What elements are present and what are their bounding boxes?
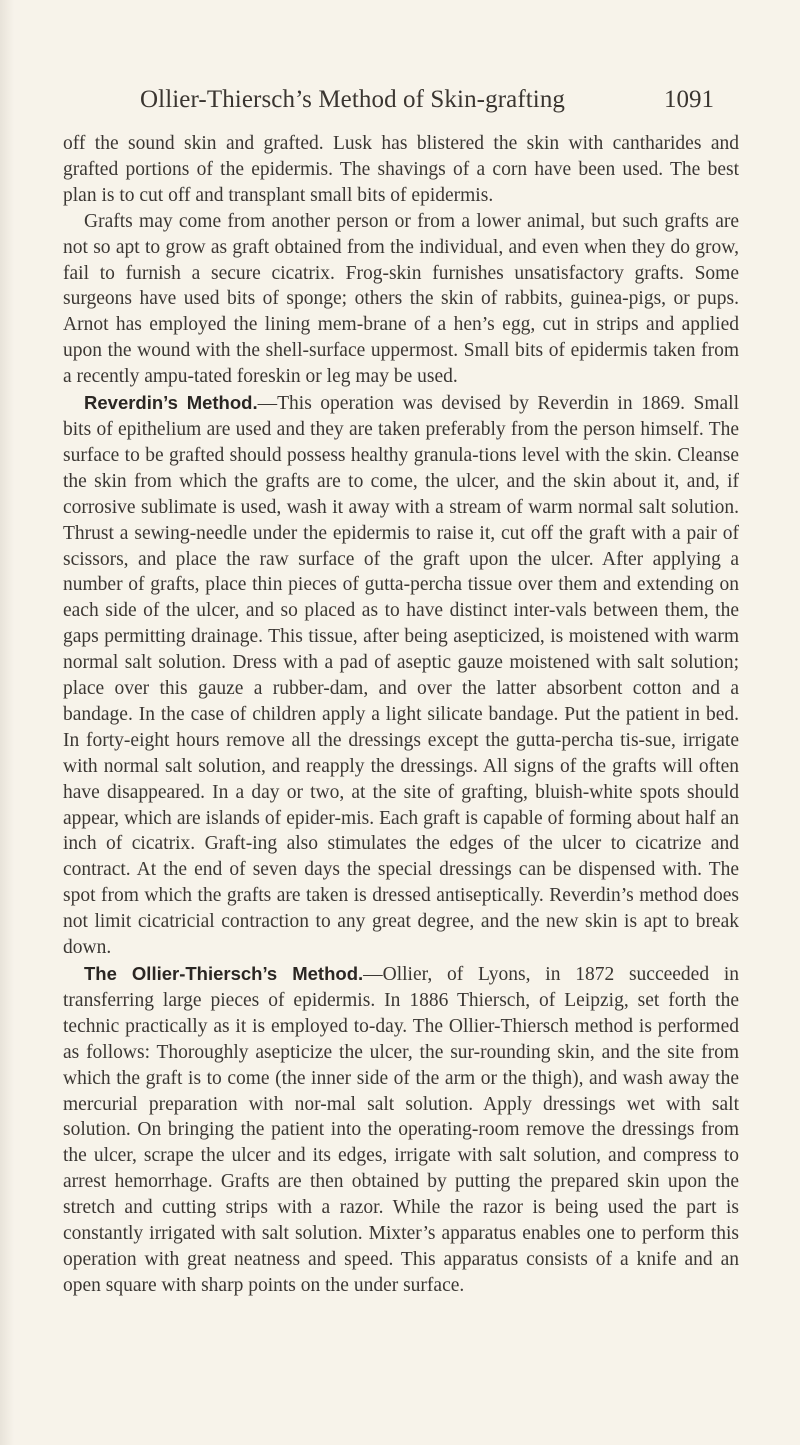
- section-heading-ollier-thiersch: The Ollier-Thiersch’s Method.: [84, 963, 364, 984]
- running-title: Ollier-Thiersch’s Method of Skin-grafting: [140, 86, 566, 113]
- paragraph-reverdin-method: [63, 390, 739, 961]
- paragraph-grafts-sources: [63, 209, 739, 390]
- paragraph-text: off the sound skin and grafted. Lusk has blistered the skin with cantharides and grafted portions of the epidermis. The shavings of a corn have been used. The best plan is to cut off and transplant small bits of epidermis.: [63, 133, 739, 206]
- paragraph-text: —This operation was devised by Reverdin in 1869. Small bits of epithelium are used and they are taken preferably from the person himself. The surface to be grafted should possess healthy granula-tions level with the skin. Cleanse the skin from which the grafts are to come, the ulcer, and the skin about it, and, if corrosive sublimate is used, wash it away with a stream of warm normal salt solution. Thrust a sewing-needle under the epidermis to raise it, cut off the graft with a pair of scissors, and place the raw surface of the graft upon the ulcer. After applying a number of grafts, place thin pieces of gutta-percha tissue over them and extending on each side of the ulcer, and so placed as to have distinct inter-vals between them, the gaps permitting drainage. This tissue, after being asepticized, is moistened with warm normal salt solution. Dress with a pad of aseptic gauze moistened with salt solution; place over this gauze a rubber-dam, and over the latter absorbent cotton and a bandage. In the case of children apply a light silicate bandage. Put the patient in bed. In forty-eight hours remove all the dressings except the gutta-percha tis-sue, irrigate with normal salt solution, and reapply the dressings. All signs of the grafts will often have disappeared. In a day or two, at the site of grafting, bluish-white spots should appear, which are islands of epider-mis. Each graft is capable of forming about half an inch of cicatrix. Graft-ing also stimulates the edges of the ulcer to cicatrize and contract. At the end of seven days the special dressings can be dispensed with. The spot from which the grafts are taken is dressed antiseptically. Reverdin’s method does not limit cicatricial contraction to any great degree, and the new skin is apt to break down.: [63, 393, 739, 959]
- paragraph-ollier-thiersch-method: [63, 961, 739, 1299]
- paragraph-continuation: [63, 131, 739, 209]
- page-header: [120, 86, 720, 120]
- body-text: [63, 131, 739, 1299]
- section-heading-reverdin: Reverdin’s Method.: [84, 392, 258, 414]
- paragraph-text: Grafts may come from another person or from a lower animal, but such grafts are not so apt to grow as graft obtained from the individual, and even when they do grow, fail to furnish a secure cicatrix. Frog-skin furnishes unsatisfactory grafts. Some surgeons have used bits of sponge; others the skin of rabbits, guinea-pigs, or pups. Arnot has employed the lining mem-brane of a hen’s egg, cut in strips and applied upon the wound with the shell-surface uppermost. Small bits of epidermis taken from a recently ampu-tated foreskin or leg may be used.: [63, 210, 739, 388]
- page-number: 1091: [664, 86, 714, 113]
- page-edge-shadow: [0, 0, 14, 1445]
- paragraph-text: —Ollier, of Lyons, in 1872 succeeded in transferring large pieces of epidermis. In 1886 Thiersch, of Leipzig, set forth the technic practically as it is employed to-day. The Ollier-Thiersch method is performed as follows: Thoroughly asepticize the ulcer, the sur-rounding skin, and the site from which the graft is to come (the inner side of the arm or the thigh), and wash away the mercurial preparation with nor-mal salt solution. Apply dressings wet with salt solution. On bringing the patient into the operating-room remove the dressings from the ulcer, scrape the ulcer and its edges, irrigate with salt solution, and compress to arrest hemorrhage. Grafts are then obtained by putting the prepared skin upon the stretch and cutting strips with a razor. While the razor is being used the part is constantly irrigated with salt solution. Mixter’s apparatus enables one to perform this operation with great neatness and speed. This apparatus consists of a knife and an open square with sharp points on the under surface.: [63, 964, 739, 1296]
